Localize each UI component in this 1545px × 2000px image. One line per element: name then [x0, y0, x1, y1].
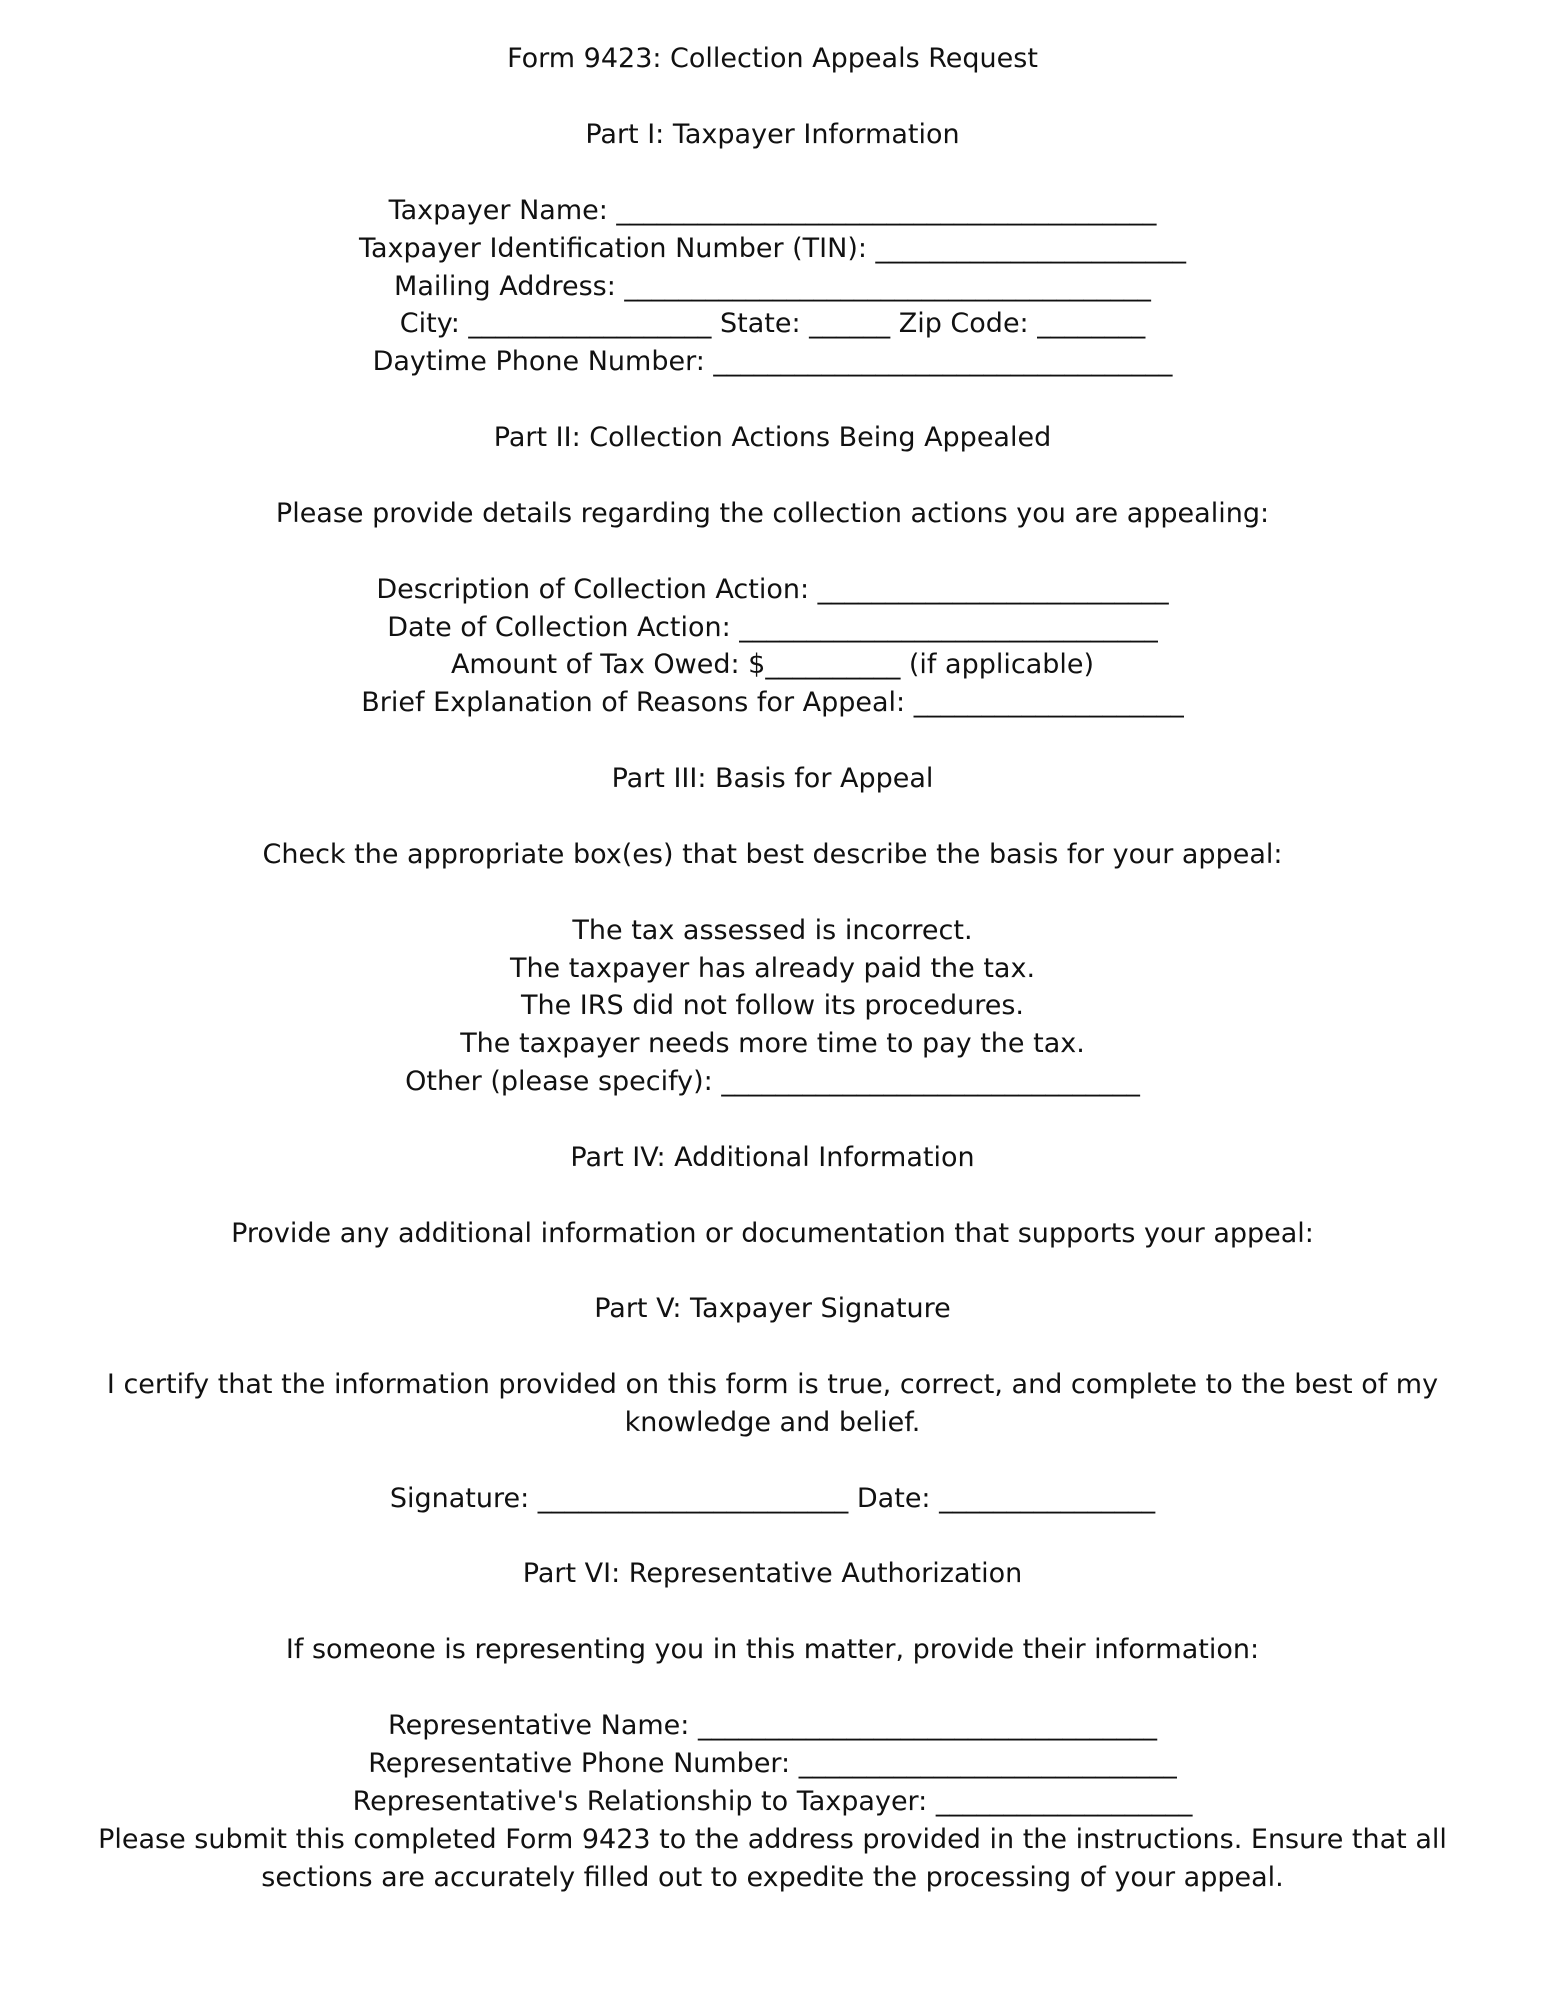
certification-statement: I certify that the information provided on this form is true, correct, and complete to the best of my knowledge and belief.: [106, 1369, 1439, 1438]
submission-note: Please submit this completed Form 9423 to the address provided in the instructions. Ensure that all sections are accurately filled out to expedite the processing of your appeal.: [98, 1824, 1447, 1893]
part2-instruction: Please provide details regarding the collection actions you are appealing:: [275, 498, 1270, 529]
city-state-zip-field: City: __________________ State: ______ Zip Code: ________: [399, 308, 1146, 339]
part2-heading: Part II: Collection Actions Being Appealed: [493, 422, 1052, 453]
representative-name-field: Representative Name: __________________________________: [388, 1710, 1157, 1741]
part5-heading: Part V: Taxpayer Signature: [594, 1293, 951, 1324]
tin-field: Taxpayer Identification Number (TIN): _______________________: [358, 233, 1187, 264]
representative-phone-field: Representative Phone Number: ____________________________: [368, 1748, 1177, 1779]
part1-heading: Part I: Taxpayer Information: [585, 119, 960, 150]
part6-heading: Part VI: Representative Authorization: [522, 1558, 1023, 1589]
tax-owed-field: Amount of Tax Owed: $__________ (if applicable): [450, 649, 1095, 680]
taxpayer-name-field: Taxpayer Name: ________________________________________: [388, 195, 1157, 226]
part3-instruction: Check the appropriate box(es) that best describe the basis for your appeal:: [262, 839, 1283, 870]
part6-instruction: If someone is representing you in this matter, provide their information:: [285, 1634, 1260, 1665]
representative-relationship-field: Representative's Relationship to Taxpayer: ___________________: [352, 1786, 1193, 1817]
collection-description-field: Description of Collection Action: __________________________: [376, 574, 1169, 605]
collection-date-field: Date of Collection Action: _______________________________: [387, 612, 1158, 643]
part4-instruction: Provide any additional information or documentation that supports your appeal:: [231, 1218, 1314, 1249]
signature-date-field: Signature: _______________________ Date: ________________: [389, 1483, 1156, 1514]
form-title: Form 9423: Collection Appeals Request: [507, 43, 1038, 74]
mailing-address-field: Mailing Address: _______________________________________: [394, 271, 1151, 302]
part3-heading: Part III: Basis for Appeal: [611, 763, 934, 794]
basis-option-paid: The taxpayer has already paid the tax.: [509, 953, 1036, 984]
basis-option-more-time: The taxpayer needs more time to pay the tax.: [460, 1028, 1085, 1059]
daytime-phone-field: Daytime Phone Number: __________________________________: [372, 346, 1173, 377]
basis-option-other: Other (please specify): _______________________________: [405, 1066, 1140, 1097]
part4-heading: Part IV: Additional Information: [570, 1142, 975, 1173]
basis-option-incorrect: The tax assessed is incorrect.: [572, 915, 973, 946]
appeal-reasons-field: Brief Explanation of Reasons for Appeal: ____________________: [361, 687, 1184, 718]
basis-option-procedures: The IRS did not follow its procedures.: [521, 990, 1024, 1021]
